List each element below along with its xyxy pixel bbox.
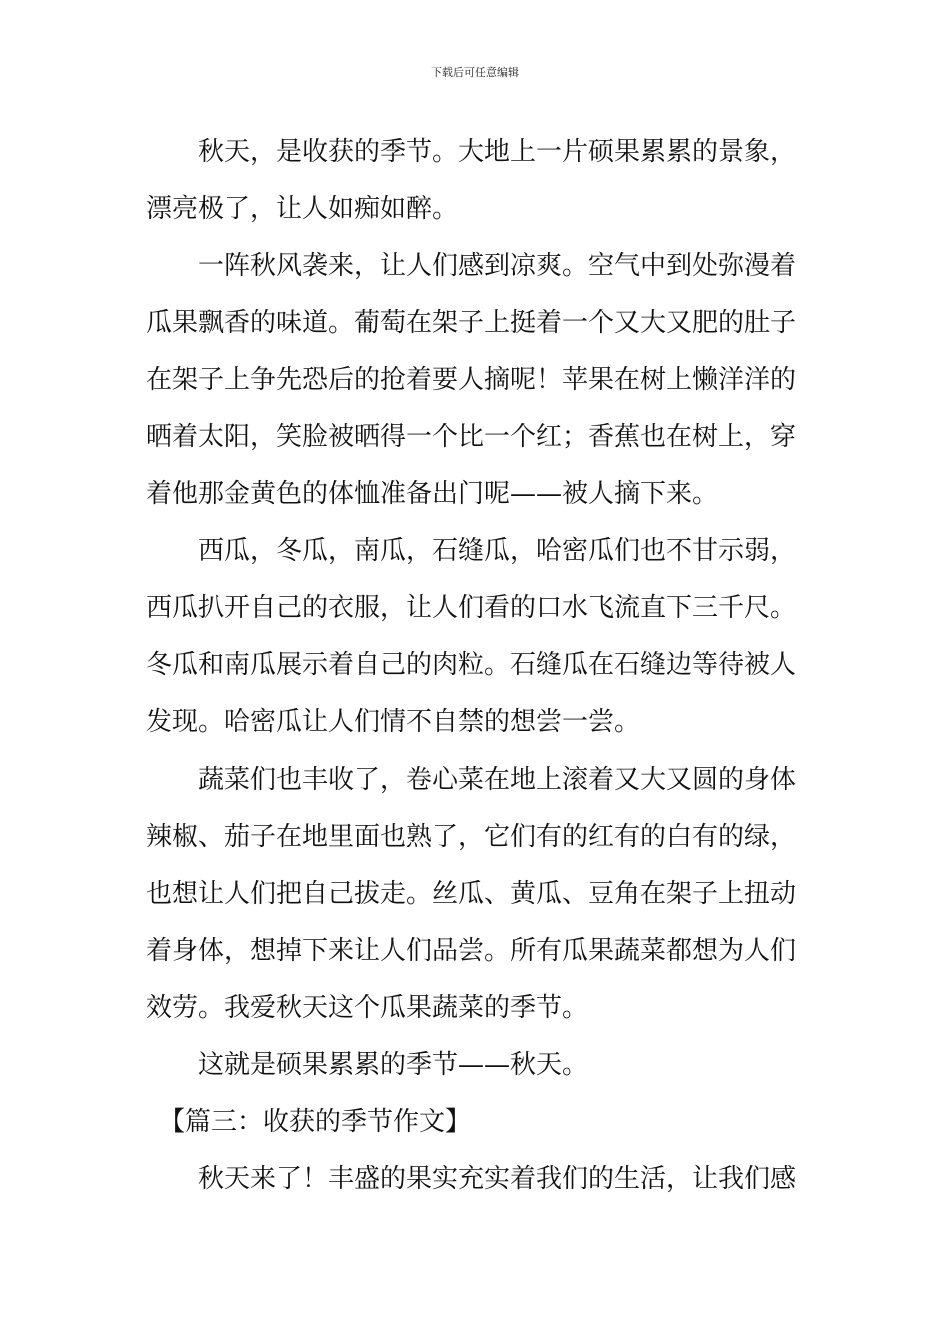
text-line: 西瓜，冬瓜，南瓜，石缝瓜，哈密瓜们也不甘示弱， [146,536,797,566]
text-line: 着身体，想掉下来让人们品尝。所有瓜果蔬菜都想为人们 [146,936,797,966]
text-line: 着他那金黄色的体恤准备出门呢——被人摘下来。 [146,479,719,509]
page-header: 下载后可任意编辑 [431,66,519,79]
text-line: 在架子上争先恐后的抢着要人摘呢！苹果在树上懒洋洋的 [146,365,797,395]
text-line: 蔬菜们也丰收了，卷心菜在地上滚着又大又圆的身体 [146,765,797,795]
text-line: 晒着太阳，笑脸被晒得一个比一个红；香蕉也在树上，穿 [146,422,797,452]
text-line: 秋天来了！丰盛的果实充实着我们的生活，让我们感 [146,1164,797,1194]
text-line: 秋天，是收获的季节。大地上一片硕果累累的景象， [146,137,797,167]
text-line: 漂亮极了，让人如痴如醉。 [146,194,459,224]
text-line: 发现。哈密瓜让人们情不自禁的想尝一尝。 [146,707,641,737]
text-line: 效劳。我爱秋天这个瓜果蔬菜的季节。 [146,993,589,1023]
text-line: 辣椒、茄子在地里面也熟了，它们有的红有的白有的绿， [146,822,797,852]
section-heading: 【篇三：收获的季节作文】 [146,1107,472,1137]
text-line: 西瓜扒开自己的衣服，让人们看的口水飞流直下三千尺。 [146,593,797,623]
text-line: 冬瓜和南瓜展示着自己的肉粒。石缝瓜在石缝边等待被人 [146,650,797,680]
text-line: 瓜果飘香的味道。葡萄在架子上挺着一个又大又肥的肚子 [146,308,797,338]
text-line: 也想让人们把自己拔走。丝瓜、黄瓜、豆角在架子上扭动 [146,879,797,909]
text-line: 一阵秋风袭来，让人们感到凉爽。空气中到处弥漫着 [146,251,797,281]
text-line: 这就是硕果累累的季节——秋天。 [146,1050,589,1080]
